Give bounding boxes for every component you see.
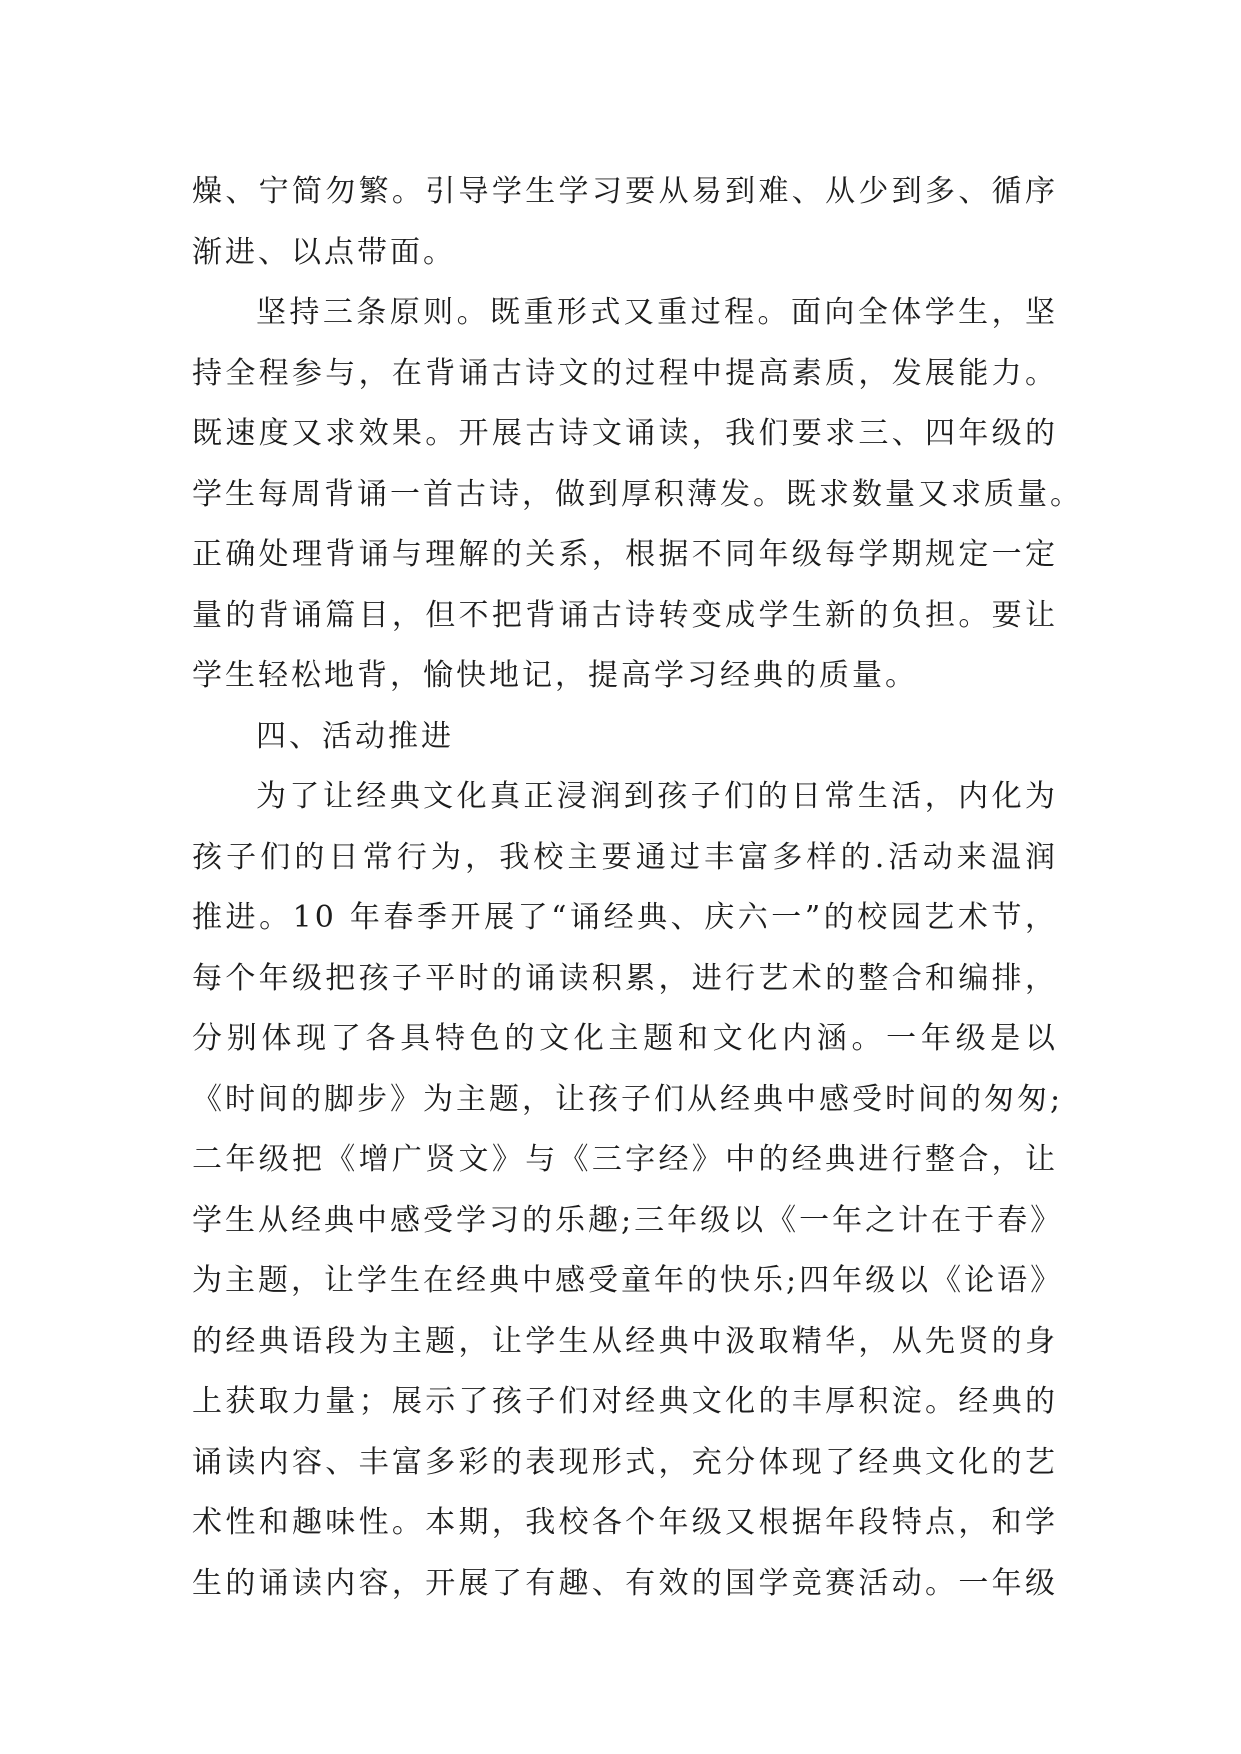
text-line: 正确处理背诵与理解的关系，根据不同年级每学期规定一定 [192,537,1058,572]
text-line: 分别体现了各具特色的文化主题和文化内涵。一年级是以 [192,1021,1058,1056]
text-line: 学生每周背诵一首古诗，做到厚积薄发。既求数量又求质量。 [192,476,1083,512]
text-line: 既速度又求效果。开展古诗文诵读，我们要求三、四年级的 [192,416,1058,451]
text-line: 每个年级把孩子平时的诵读积累，进行艺术的整合和编排， [192,960,1058,996]
text-line: 量的背诵篇目，但不把背诵古诗转变成学生新的负担。要让 [192,597,1058,633]
text-line: 的经典语段为主题，让学生从经典中汲取精华，从先贤的身 [192,1323,1058,1359]
text-line: 学生从经典中感受学习的乐趣;三年级以《一年之计在于春》 [192,1202,1064,1238]
text-line: 持全程参与，在背诵古诗文的过程中提高素质，发展能力。 [192,355,1058,391]
text-line: 为主题，让学生在经典中感受童年的快乐;四年级以《论语》 [192,1263,1064,1298]
text-line: 二年级把《增广贤文》与《三字经》中的经典进行整合，让 [192,1142,1058,1177]
text-line: 推进。10 年春季开展了“诵经典、庆六一”的校园艺术节， [192,900,1058,935]
text-line: 燥、宁简勿繁。引导学生学习要从易到难、从少到多、循序 [192,174,1058,209]
body-text [192,162,1083,1614]
text-line: 《时间的脚步》为主题，让孩子们从经典中感受时间的匆匆; [192,1081,1064,1117]
text-line: 生的诵读内容，开展了有趣、有效的国学竞赛活动。一年级 [192,1565,1058,1601]
section-heading: 四、活动推进 [256,718,454,754]
text-line: 诵读内容、丰富多彩的表现形式，充分体现了经典文化的艺 [192,1444,1058,1480]
text-line: 渐进、以点带面。 [192,234,456,270]
text-line: 上获取力量；展示了孩子们对经典文化的丰厚积淀。经典的 [192,1384,1058,1419]
paragraph-start-line: 坚持三条原则。既重形式又重过程。面向全体学生，坚 [256,295,1058,330]
text-line: 术性和趣味性。本期，我校各个年级又根据年段特点，和学 [192,1505,1058,1540]
paragraph-start-line: 为了让经典文化真正浸润到孩子们的日常生活，内化为 [256,779,1058,814]
text-line: 学生轻松地背，愉快地记，提高学习经典的质量。 [192,658,918,693]
text-line: 孩子们的日常行为，我校主要通过丰富多样的.活动来温润 [192,839,1058,875]
